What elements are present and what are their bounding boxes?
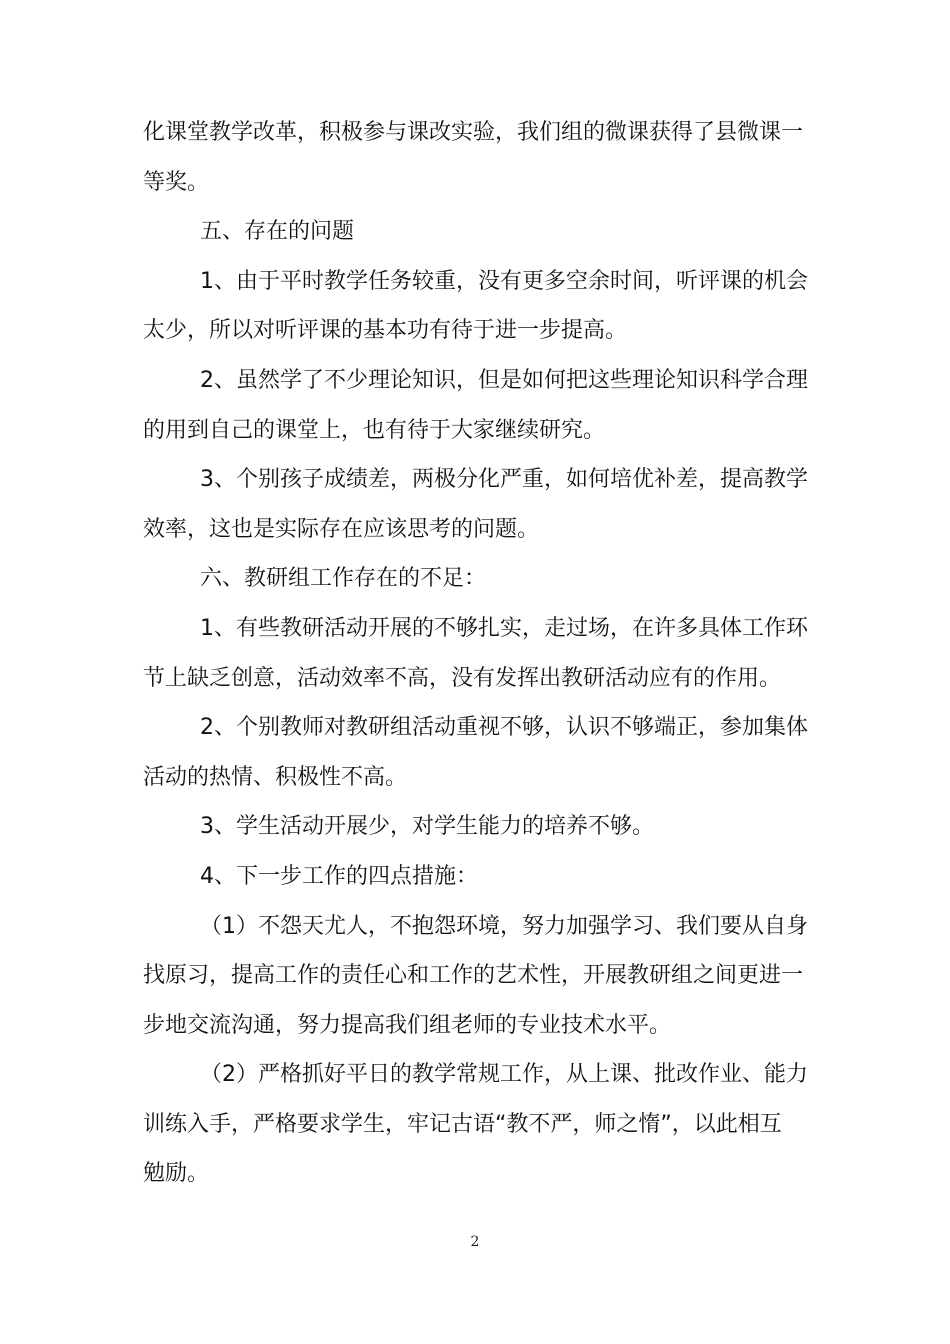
text-line: 效率，这也是实际存在应该思考的问题。 xyxy=(143,516,540,542)
text-line: 等奖。 xyxy=(143,169,210,195)
text-line: 太少，所以对听评课的基本功有待于进一步提高。 xyxy=(143,318,628,344)
text-line: 五、存在的问题 xyxy=(200,219,355,245)
text-line: 六、教研组工作存在的不足： xyxy=(200,566,487,592)
text-line: 的用到自己的课堂上，也有待于大家继续研究。 xyxy=(143,417,606,443)
text-line: 1、由于平时教学任务较重，没有更多空余时间，听评课的机会 xyxy=(200,268,808,294)
page-number: 2 xyxy=(470,1234,480,1250)
text-line: 步地交流沟通，努力提高我们组老师的专业技术水平。 xyxy=(143,1012,672,1038)
text-line: 化课堂教学改革，积极参与课改实验，我们组的微课获得了县微课一 xyxy=(143,120,804,145)
text-line: 节上缺乏创意，活动效率不高，没有发挥出教研活动应有的作用。 xyxy=(143,665,782,691)
text-line: 找原习，提高工作的责任心和工作的艺术性，开展教研组之间更进一 xyxy=(143,963,804,989)
text-line: 3、个别孩子成绩差，两极分化严重，如何培优补差，提高教学 xyxy=(200,467,808,493)
text-line: 1、有些教研活动开展的不够扎实，走过场，在许多具体工作环 xyxy=(200,615,808,641)
text-line: 训练入手，严格要求学生，牢记古语“教不严，师之惰”，以此相互 xyxy=(143,1111,782,1137)
text-line: 活动的热情、积极性不高。 xyxy=(143,764,408,790)
text-line: 4、下一步工作的四点措施： xyxy=(200,863,478,889)
text-line: 2、虽然学了不少理论知识，但是如何把这些理论知识科学合理 xyxy=(200,367,808,393)
text-line: （2）严格抓好平日的教学常规工作，从上课、批改作业、能力 xyxy=(200,1062,808,1088)
text-line: 勉励。 xyxy=(143,1161,210,1187)
text-line: 3、学生活动开展少，对学生能力的培养不够。 xyxy=(200,814,654,840)
document-body xyxy=(143,108,807,1199)
text-line: （1）不怨天尤人，不抱怨环境，努力加强学习、我们要从自身 xyxy=(200,913,808,939)
text-line: 2、个别教师对教研组活动重视不够，认识不够端正，参加集体 xyxy=(200,715,808,741)
